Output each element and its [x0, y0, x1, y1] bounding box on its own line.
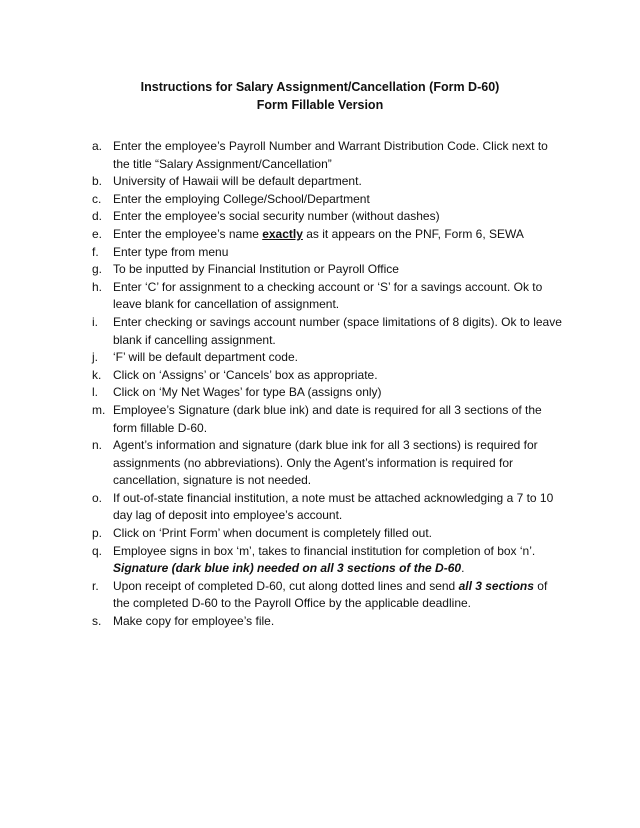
- list-marker: c.: [92, 191, 102, 206]
- instruction-text: Enter the employing College/School/Department: [113, 191, 370, 206]
- instruction-text: ‘F’ will be default department code.: [113, 350, 298, 365]
- list-marker: n.: [92, 438, 103, 453]
- instruction-text: Employee signs in box ‘m’, takes to financial institution for completion of box ‘n’.: [113, 543, 536, 558]
- instruction-l: [92, 384, 564, 402]
- emphasis-exactly: exactly: [262, 226, 303, 241]
- list-marker: e.: [92, 226, 103, 241]
- instruction-m: [92, 402, 564, 437]
- instruction-s: [92, 613, 564, 631]
- instruction-i: [92, 314, 564, 349]
- emphasis-all-sections: all 3 sections: [458, 578, 534, 593]
- list-marker: k.: [92, 367, 102, 382]
- instruction-r: [92, 578, 564, 613]
- list-marker: r.: [92, 578, 99, 593]
- instruction-text: University of Hawaii will be default department.: [113, 174, 362, 189]
- list-marker: m.: [92, 402, 106, 417]
- list-marker: g.: [92, 262, 103, 277]
- instruction-text-after: of the completed D-60 to the Payroll Office by the applicable deadline.: [113, 578, 548, 611]
- instruction-k: [92, 367, 564, 385]
- instruction-text: Enter the employee’s Payroll Number and Warrant Distribution Code. Click next to the title “Salary Assignment/Cancellation”: [113, 139, 548, 171]
- instruction-text: Agent’s information and signature (dark blue ink for all 3 sections) is required for assignments (no abbreviations). Only the Agent’s information is required for cancellation, signature is not needed.: [113, 438, 538, 488]
- instruction-b: [92, 173, 564, 191]
- instruction-text: Enter ‘C’ for assignment to a checking account or ‘S’ for a savings account. Ok to leave blank for cancellation of assignment.: [113, 279, 543, 312]
- list-marker: i.: [92, 314, 98, 329]
- instruction-text: To be inputted by Financial Institution or Payroll Office: [113, 262, 399, 277]
- instruction-text: Employee’s Signature (dark blue ink) and date is required for all 3 sections of the form fillable D-60.: [113, 402, 542, 435]
- list-marker: d.: [92, 209, 103, 224]
- list-marker: q.: [92, 543, 103, 558]
- document-subtitle: Form Fillable Version: [256, 98, 384, 112]
- instruction-c: [92, 191, 564, 209]
- list-marker: o.: [92, 490, 103, 505]
- instruction-text: If out-of-state financial institution, a note must be attached acknowledging a 7 to 10 day lag of deposit into employee’s account.: [113, 490, 554, 523]
- instruction-text-before: Enter the employee’s name: [113, 226, 263, 241]
- list-marker: p.: [92, 526, 103, 541]
- instruction-a: [92, 138, 564, 173]
- emphasis-signature-note: Signature (dark blue ink) needed on all 3 sections of the D-60: [113, 561, 462, 576]
- instruction-text: Click on ‘My Net Wages’ for type BA (assigns only): [113, 385, 382, 400]
- list-marker: s.: [92, 614, 102, 629]
- instruction-text: Make copy for employee’s file.: [113, 614, 275, 629]
- list-marker: b.: [92, 174, 103, 189]
- instruction-text: Enter type from menu: [113, 244, 229, 259]
- instruction-o: [92, 490, 564, 525]
- instruction-e: [92, 226, 564, 244]
- instruction-text-before: Upon receipt of completed D-60, cut along dotted lines and send: [113, 578, 459, 593]
- instruction-j: [92, 349, 564, 367]
- list-marker: a.: [92, 139, 103, 153]
- list-marker: h.: [92, 279, 103, 294]
- instruction-p: [92, 525, 564, 543]
- title-block: [0, 78, 640, 114]
- instruction-n: [92, 437, 564, 490]
- instruction-text-after: .: [461, 561, 465, 576]
- instruction-text: Enter the employee’s social security number (without dashes): [113, 209, 440, 224]
- list-marker: j.: [92, 350, 98, 365]
- instructions-list: [92, 138, 564, 631]
- instruction-text: Enter checking or savings account number (space limitations of 8 digits). Ok to leave blank if cancelling assignment.: [113, 314, 562, 347]
- list-marker: f.: [92, 244, 99, 259]
- document-title: Instructions for Salary Assignment/Cancellation (Form D-60): [140, 80, 500, 94]
- instruction-g: [92, 261, 564, 279]
- instruction-f: [92, 244, 564, 262]
- instruction-text: Click on ‘Print Form’ when document is completely filled out.: [113, 526, 433, 541]
- instruction-h: [92, 279, 564, 314]
- instruction-d: [92, 208, 564, 226]
- instruction-text-after: as it appears on the PNF, Form 6, SEWA: [302, 226, 524, 241]
- instruction-q: [92, 543, 564, 578]
- list-marker: l.: [92, 385, 98, 400]
- instruction-text: Click on ‘Assigns’ or ‘Cancels’ box as appropriate.: [113, 367, 378, 382]
